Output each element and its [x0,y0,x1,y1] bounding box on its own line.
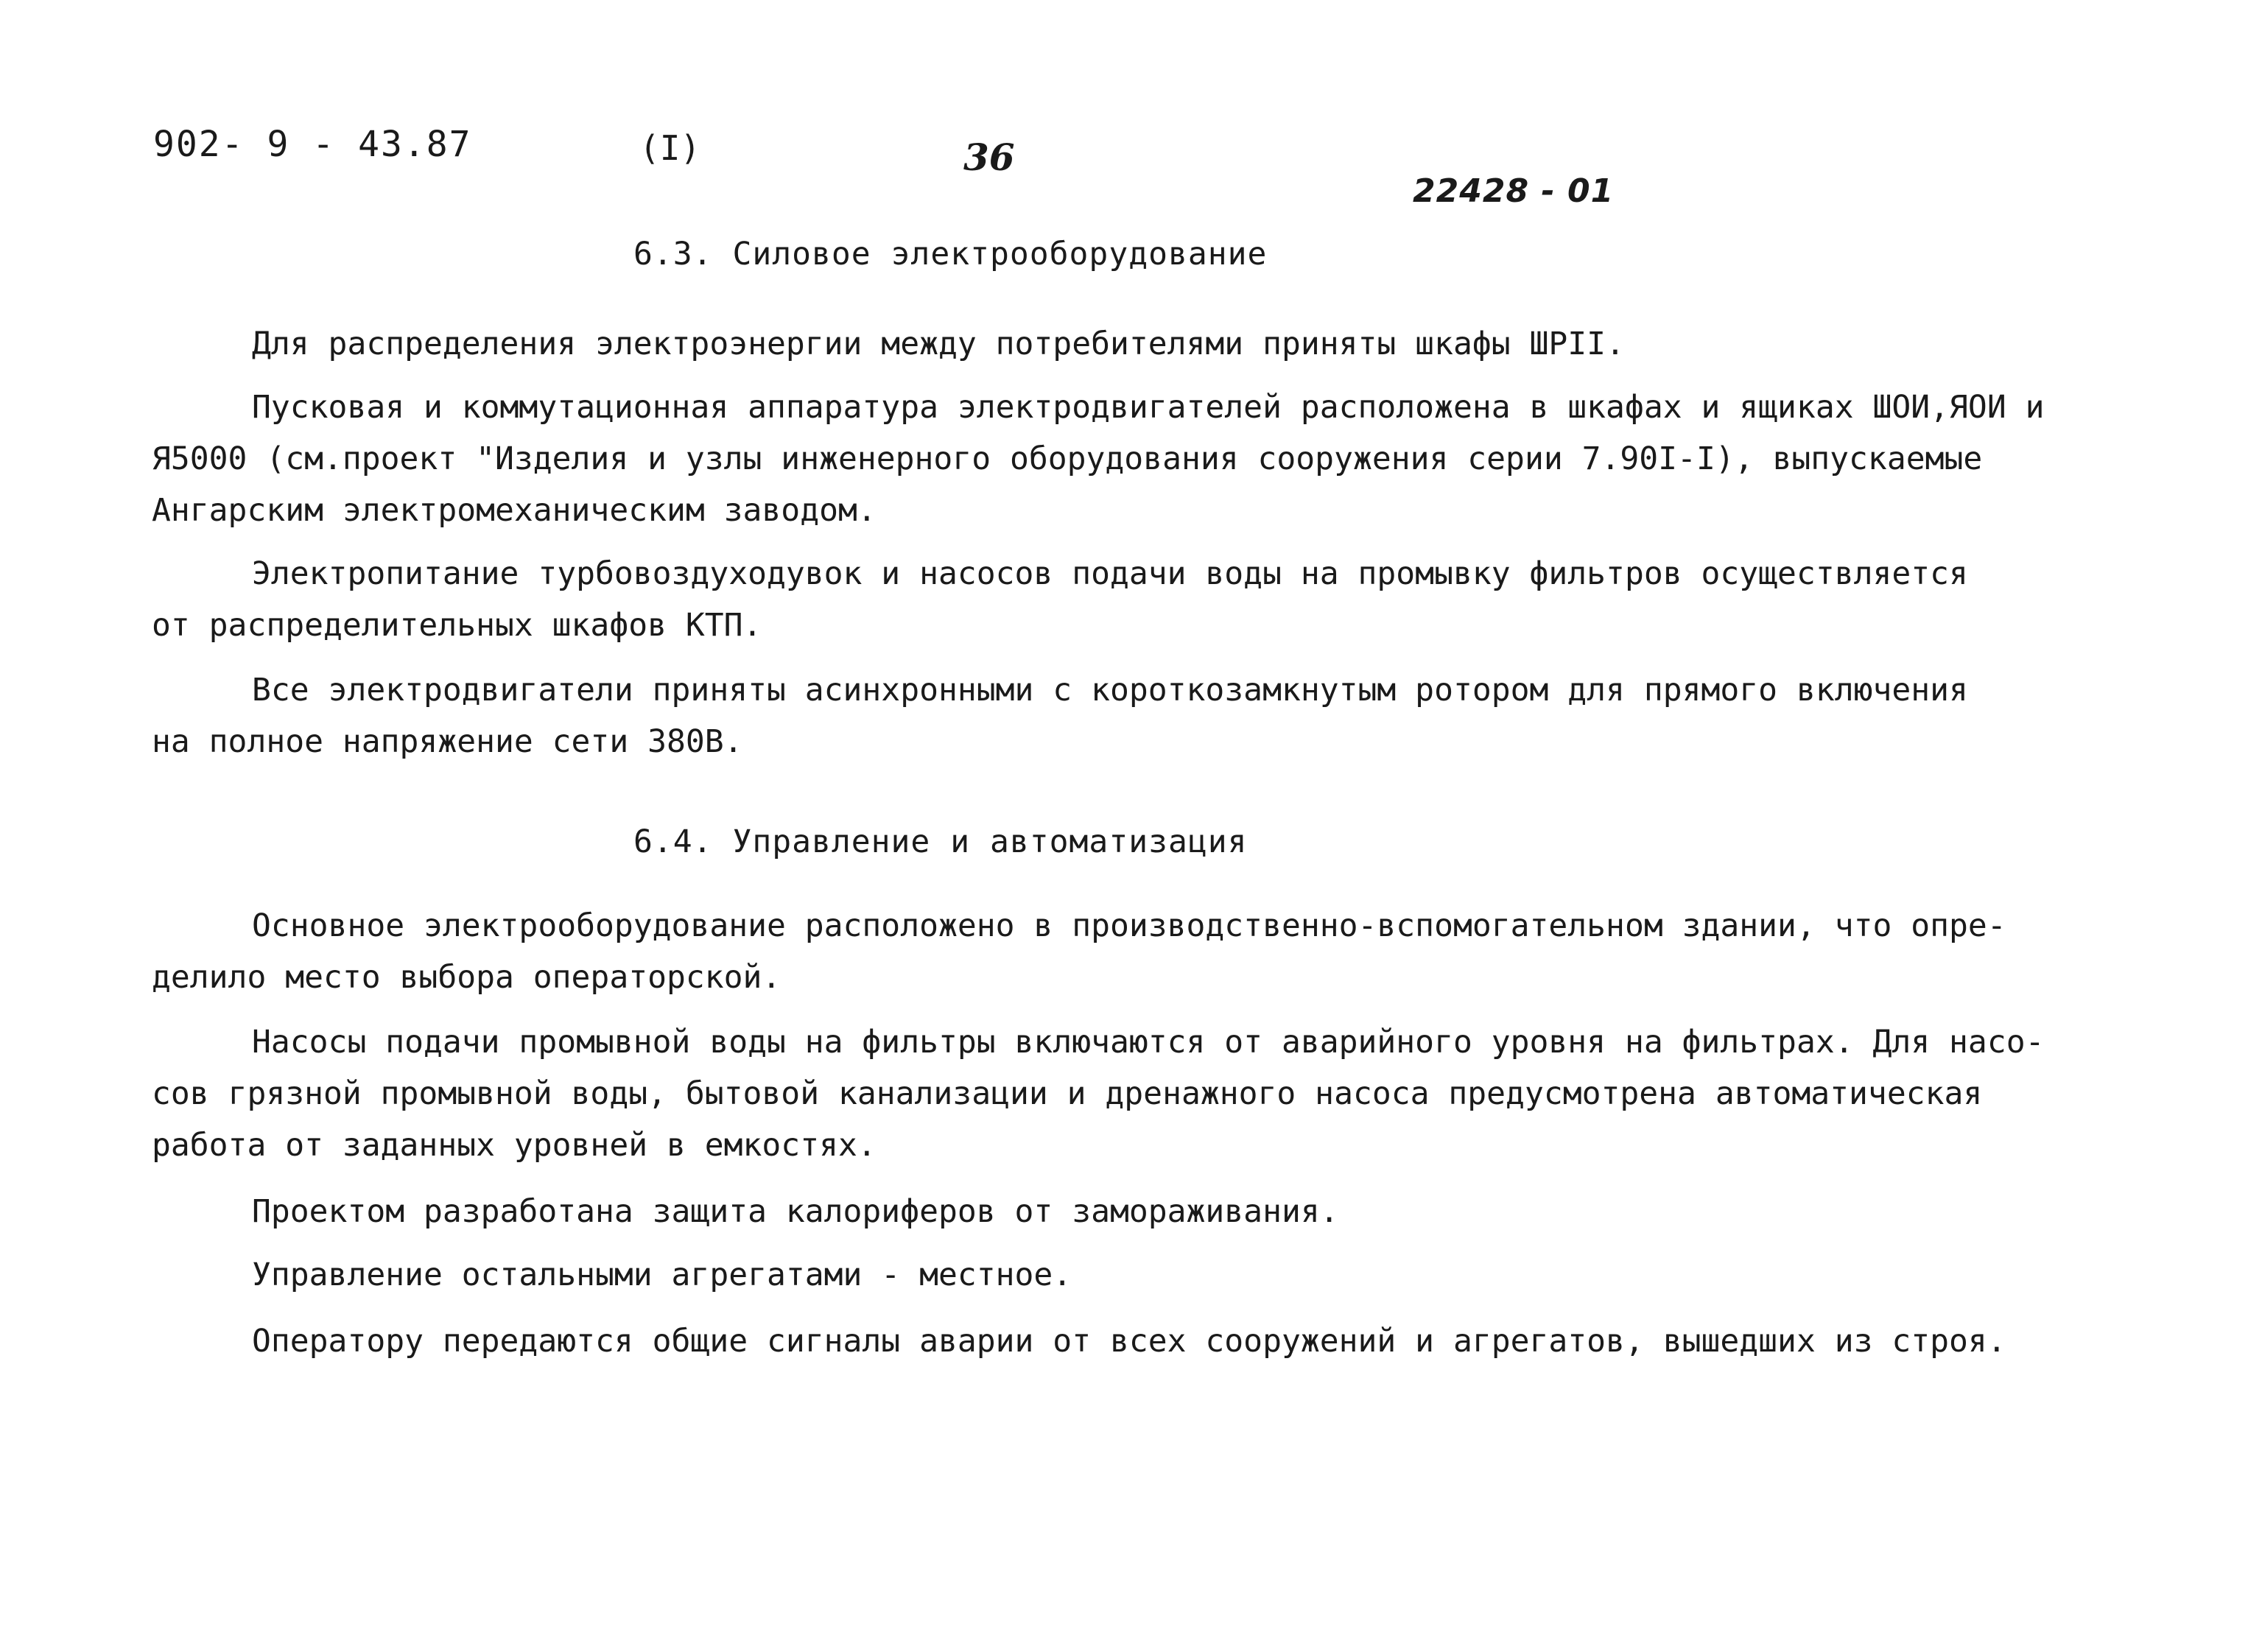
paragraph-line: Пусковая и коммутационная аппаратура электродвигателей расположена в шкафах и ящиках ШОИ,ЯОИ и [252,389,2045,426]
section-heading-6-3: 6.3. Силовое электрооборудование [633,236,1268,273]
paragraph-line: на полное напряжение сети 380В. [152,723,743,760]
inventory-number: 22428 - 01 [1413,172,1615,210]
paragraph-line: Управление остальными агрегатами - местное. [252,1256,1072,1293]
paragraph-line: от распределительных шкафов КТП. [152,607,762,644]
paragraph-line: Ангарским электромеханическим заводом. [152,492,877,529]
paragraph-line: Для распределения электроэнергии между потребителями приняты шкафы ШРII. [252,326,1625,362]
paragraph-line: Основное электрооборудование расположено в производственно-вспомогательном здании, что опре- [252,907,2006,944]
paragraph-main-equipment [152,900,2155,1003]
paragraph-line: Я5000 (см.проект "Изделия и узлы инженерного оборудования сооружения серии 7.90I-I), выпускаемые [152,440,1983,477]
paragraph-alarm-signals [152,1315,2155,1367]
paragraph-line: делило место выбора операторской. [152,959,781,996]
paragraph-line: Оператору передаются общие сигналы аварии от всех сооружений и агрегатов, вышедших из строя. [252,1323,2006,1360]
paragraph-heater-protection [152,1186,2155,1237]
paragraph-pumps [152,1016,2155,1171]
paragraph-line: сов грязной промывной воды, бытовой канализации и дренажного насоса предусмотрена автоматическая [152,1075,1983,1112]
paragraph-line: Все электродвигатели приняты асинхронными с короткозамкнутым ротором для прямого включения [252,672,1968,709]
paragraph-line: работа от заданных уровней в емкостях. [152,1127,877,1164]
section-heading-6-4: 6.4. Управление и автоматизация [633,823,1248,860]
paragraph-power-supply [152,548,2155,651]
document-part: (I) [639,128,701,168]
paragraph-line: Проектом разработана защита калориферов от замораживания. [252,1193,1339,1230]
document-code: 902- 9 - 43.87 [153,124,472,165]
page-number: 36 [963,136,1015,179]
paragraph-starting-equipment [152,382,2155,536]
paragraph-line: Насосы подачи промывной воды на фильтры включаются от аварийного уровня на фильтрах. Для насо- [252,1024,2045,1061]
paragraph-local-control [152,1249,2155,1301]
paragraph-line: Электропитание турбовоздуходувок и насосов подачи воды на промывку фильтров осуществляется [252,555,1968,592]
paragraph-motors [152,664,2155,767]
paragraph-distribution [152,318,2155,370]
